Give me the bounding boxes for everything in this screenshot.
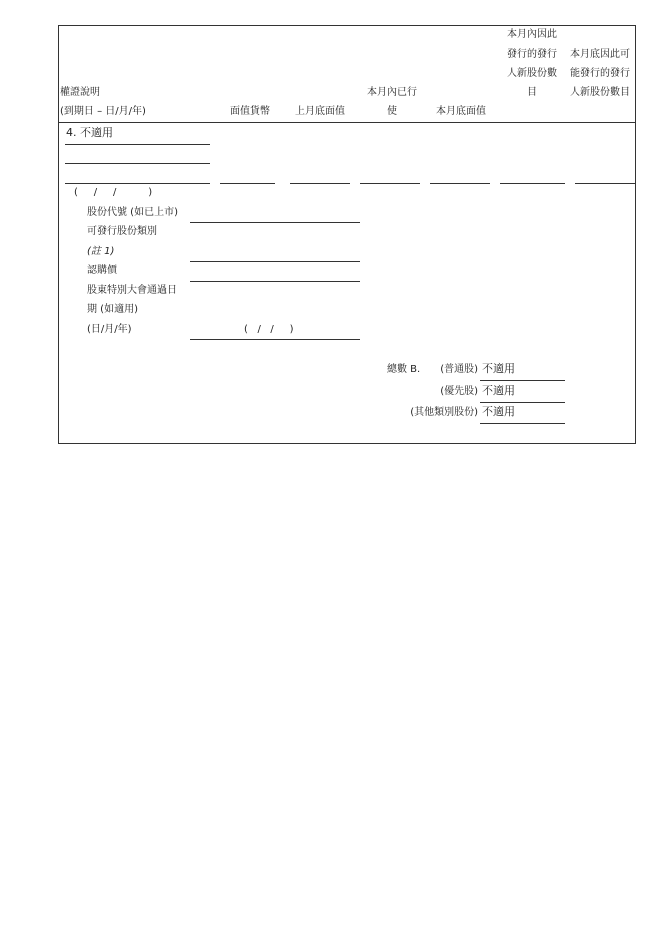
total-other-label: (其他類別股份)	[410, 407, 478, 418]
egm-label-line3: (日/月/年)	[87, 324, 132, 335]
total-other-value: 不適用	[482, 405, 515, 418]
expiry-date-placeholder: ( / / )	[74, 187, 153, 198]
header-issuable-end-line1: 本月底因此可	[570, 49, 630, 60]
header-divider	[58, 122, 636, 123]
total-ordinary-label: (普通股)	[440, 364, 478, 375]
total-other-field	[480, 423, 565, 424]
header-description-line2: (到期日 – 日/月/年)	[60, 106, 146, 117]
total-ordinary-value: 不適用	[482, 362, 515, 375]
par-currency-field	[220, 183, 275, 184]
total-b-label: 總數 B.	[387, 364, 421, 375]
item-value: 不適用	[80, 126, 113, 139]
subscription-price-field	[190, 281, 360, 282]
description-line-2	[65, 163, 210, 164]
this-month-par-field	[430, 183, 490, 184]
exercised-field	[360, 183, 420, 184]
header-issuable-end-line2: 能發行的發行	[570, 68, 630, 79]
egm-label-line1: 股東特別大會通過日	[87, 285, 177, 296]
note-label: (註 1)	[87, 246, 115, 257]
egm-label-line2: 期 (如適用)	[87, 304, 138, 315]
issuable-end-field	[575, 183, 636, 184]
total-preference-label: (優先股)	[440, 386, 478, 397]
last-month-par-field	[290, 183, 350, 184]
header-issuable-month-line2: 發行的發行	[507, 49, 557, 60]
header-issuable-month-line4: 目	[527, 87, 537, 98]
total-preference-value: 不適用	[482, 384, 515, 397]
class-field	[190, 261, 360, 262]
header-issuable-month-line3: 人新股份數	[507, 68, 557, 79]
header-issuable-end-line3: 人新股份數目	[570, 87, 630, 98]
description-line-3	[65, 183, 210, 184]
stock-code-field	[190, 222, 360, 223]
header-this-month-par: 本月底面值	[436, 106, 486, 117]
total-preference-field	[480, 402, 565, 403]
header-exercised-line1: 本月內已行	[367, 87, 417, 98]
item-number: 4.	[66, 126, 77, 139]
egm-date-field	[190, 339, 360, 340]
class-label: 可發行股份類別	[87, 226, 157, 237]
item-number-value	[66, 127, 113, 139]
header-last-month-par: 上月底面值	[295, 106, 345, 117]
header-par-currency: 面值貨幣	[230, 106, 270, 117]
total-ordinary-field	[480, 380, 565, 381]
header-exercised-line2: 使	[387, 106, 397, 117]
subscription-price-label: 認購價	[87, 265, 117, 276]
description-line-1	[65, 144, 210, 145]
header-issuable-month-line1: 本月內因此	[507, 29, 557, 40]
stock-code-label: 股份代號 (如已上市)	[87, 207, 178, 218]
header-description-line1: 權證說明	[60, 87, 100, 98]
egm-date-placeholder: ( / / )	[244, 324, 294, 335]
issuable-month-field	[500, 183, 565, 184]
